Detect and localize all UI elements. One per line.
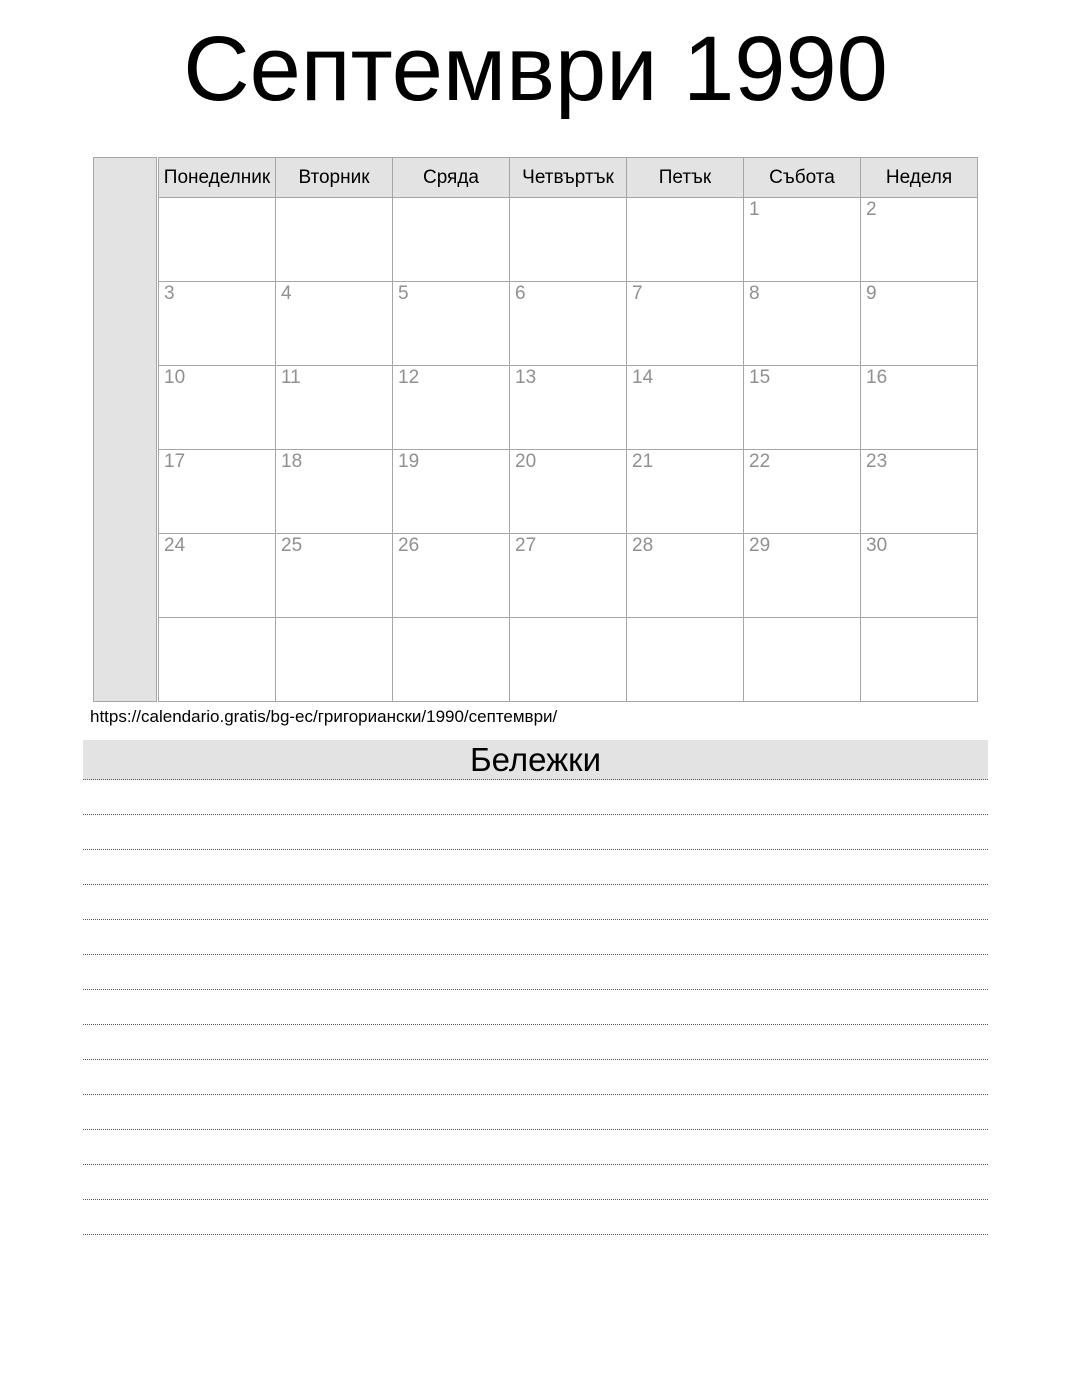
calendar-table [158,157,978,702]
week-row [159,198,978,282]
day-cell-24: 24 [159,534,276,618]
calendar-left-strip [93,157,157,702]
note-line [83,1025,988,1060]
note-line [83,850,988,885]
day-cell-29: 29 [744,534,861,618]
day-cell-12: 12 [393,366,510,450]
note-line [83,1200,988,1235]
day-cell-19: 19 [393,450,510,534]
day-cell-1: 1 [744,198,861,282]
note-line [83,885,988,920]
weekday-header-row [159,158,978,198]
page-title: Септември 1990 [183,18,888,120]
day-cell-empty [510,618,627,702]
day-cell-15: 15 [744,366,861,450]
day-cell-11: 11 [276,366,393,450]
notes-section [83,740,988,1235]
weekday-header: Вторник [276,158,393,198]
day-cell-empty [627,618,744,702]
note-line [83,990,988,1025]
day-cell-empty [393,618,510,702]
day-cell-25: 25 [276,534,393,618]
notes-title: Бележки [83,740,988,780]
week-row [159,282,978,366]
day-cell-21: 21 [627,450,744,534]
calendar [93,157,979,702]
day-cell-10: 10 [159,366,276,450]
source-url: https://calendario.gratis/bg-ec/григориански/1990/септември/ [90,707,558,727]
day-cell-empty [159,198,276,282]
day-cell-empty [159,618,276,702]
day-cell-18: 18 [276,450,393,534]
day-cell-13: 13 [510,366,627,450]
week-row [159,450,978,534]
weekday-header: Понеделник [159,158,276,198]
day-cell-17: 17 [159,450,276,534]
note-line [83,1060,988,1095]
week-row [159,366,978,450]
day-cell-3: 3 [159,282,276,366]
day-cell-30: 30 [861,534,978,618]
note-line [83,1165,988,1200]
day-cell-empty [627,198,744,282]
weekday-header: Сряда [393,158,510,198]
note-line [83,1095,988,1130]
note-line [83,920,988,955]
day-cell-4: 4 [276,282,393,366]
weekday-header: Събота [744,158,861,198]
day-cell-6: 6 [510,282,627,366]
day-cell-empty [744,618,861,702]
notes-lines [83,780,988,1235]
weekday-header: Четвъртък [510,158,627,198]
note-line [83,815,988,850]
day-cell-5: 5 [393,282,510,366]
day-cell-27: 27 [510,534,627,618]
day-cell-22: 22 [744,450,861,534]
day-cell-2: 2 [861,198,978,282]
weekday-header: Петък [627,158,744,198]
day-cell-14: 14 [627,366,744,450]
note-line [83,1130,988,1165]
note-line [83,780,988,815]
day-cell-empty [510,198,627,282]
week-row [159,534,978,618]
day-cell-26: 26 [393,534,510,618]
day-cell-8: 8 [744,282,861,366]
day-cell-9: 9 [861,282,978,366]
note-line [83,955,988,990]
day-cell-empty [861,618,978,702]
day-cell-23: 23 [861,450,978,534]
week-row [159,618,978,702]
day-cell-empty [276,198,393,282]
day-cell-28: 28 [627,534,744,618]
day-cell-20: 20 [510,450,627,534]
day-cell-empty [393,198,510,282]
weekday-header: Неделя [861,158,978,198]
day-cell-empty [276,618,393,702]
day-cell-16: 16 [861,366,978,450]
day-cell-7: 7 [627,282,744,366]
